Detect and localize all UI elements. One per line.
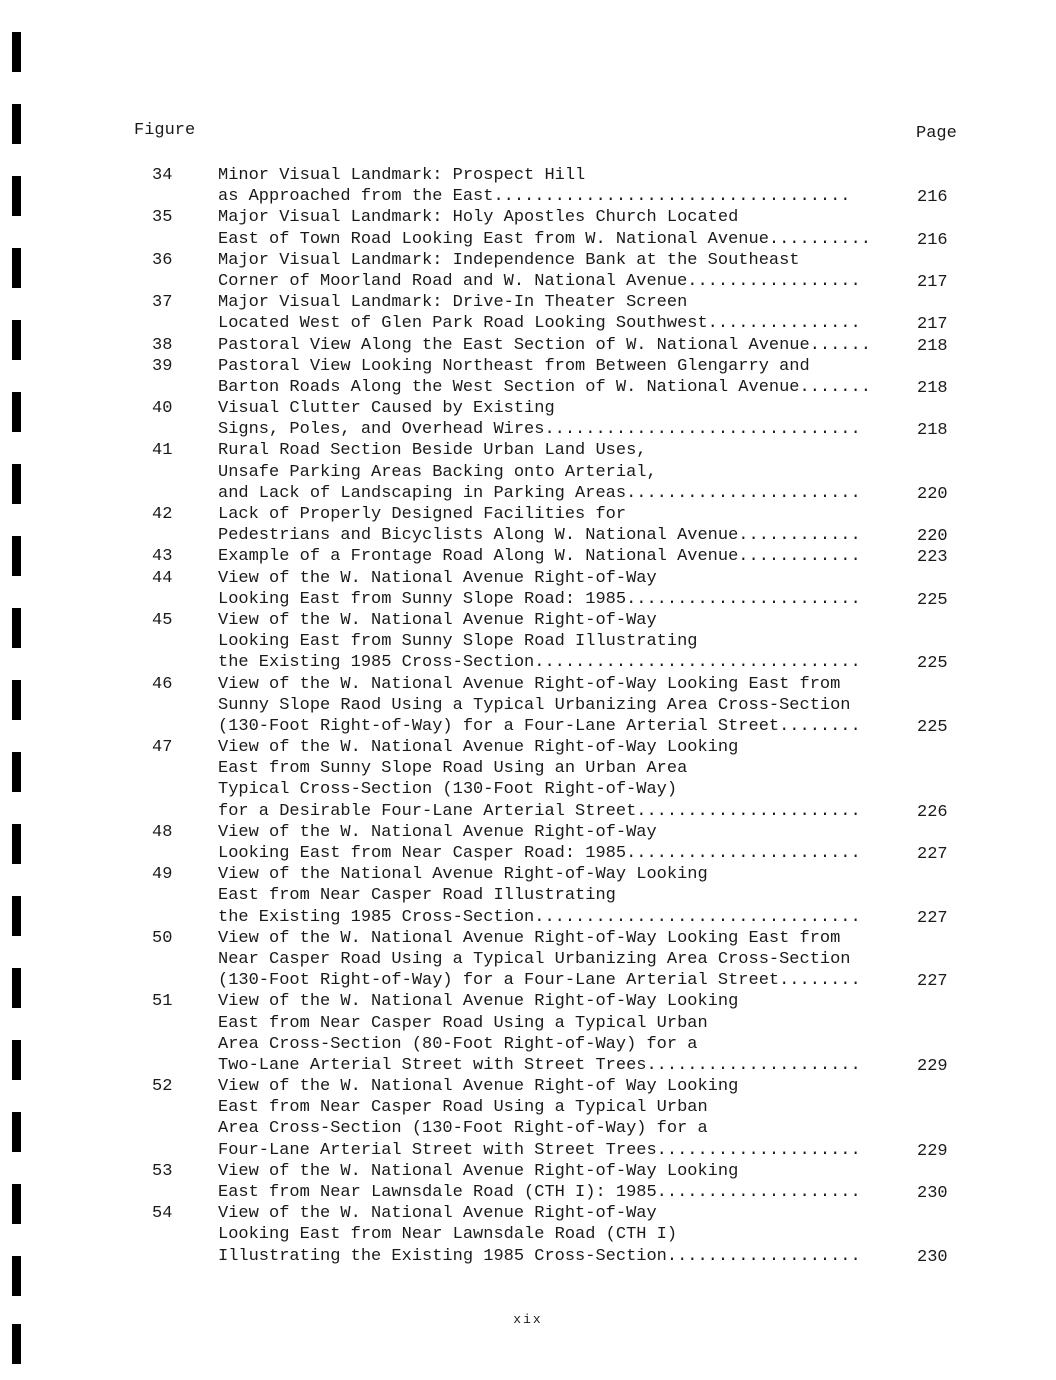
figure-caption-line: Pedestrians and Bicyclists Along W. National Avenue............ bbox=[218, 526, 861, 546]
figure-caption-line: View of the W. National Avenue Right-of-Way Looking bbox=[218, 992, 739, 1012]
page-reference: 217 bbox=[917, 315, 948, 335]
entry-line bbox=[0, 568, 1056, 589]
figure-number: 38 bbox=[152, 335, 173, 355]
entry-line bbox=[0, 1140, 1056, 1161]
figure-caption-line: Corner of Moorland Road and W. National Avenue................. bbox=[218, 271, 861, 291]
entry-line bbox=[0, 186, 1056, 207]
figure-number: 54 bbox=[152, 1204, 173, 1224]
entry-line bbox=[0, 970, 1056, 991]
figure-caption-line: Example of a Frontage Road Along W. National Avenue............ bbox=[218, 547, 861, 567]
entry-line bbox=[0, 377, 1056, 398]
entry-line bbox=[0, 758, 1056, 779]
figure-number: 45 bbox=[152, 610, 173, 630]
figure-caption-line: the Existing 1985 Cross-Section................................ bbox=[218, 907, 861, 927]
entry-line bbox=[0, 313, 1056, 334]
entry-line bbox=[0, 885, 1056, 906]
entry-line bbox=[0, 1034, 1056, 1055]
figure-number: 40 bbox=[152, 399, 173, 419]
figure-caption-line: (130-Foot Right-of-Way) for a Four-Lane Arterial Street........ bbox=[218, 716, 861, 736]
figure-caption-line: View of the W. National Avenue Right-of-Way Looking East from bbox=[218, 928, 841, 948]
figure-caption-line: (130-Foot Right-of-Way) for a Four-Lane Arterial Street........ bbox=[218, 971, 861, 991]
entry-line bbox=[0, 907, 1056, 928]
entry-line bbox=[0, 1118, 1056, 1139]
entry-line bbox=[0, 1097, 1056, 1118]
entry-line bbox=[0, 356, 1056, 377]
figure-caption-line: Major Visual Landmark: Independence Bank at the Southeast bbox=[218, 250, 800, 270]
figure-entry bbox=[0, 1076, 1056, 1161]
figure-caption-line: for a Desirable Four-Lane Arterial Street...................... bbox=[218, 801, 861, 821]
entry-line bbox=[0, 610, 1056, 631]
entry-line bbox=[0, 1203, 1056, 1224]
page-reference: 227 bbox=[917, 845, 948, 864]
figure-caption-line: as Approached from the East................................... bbox=[218, 187, 851, 207]
entry-line bbox=[0, 1055, 1056, 1076]
entry-line bbox=[0, 419, 1056, 440]
entry-line bbox=[0, 165, 1056, 186]
figure-caption-line: Typical Cross-Section (130-Foot Right-of-Way) bbox=[218, 780, 678, 800]
figure-caption-line: Barton Roads Along the West Section of W. National Avenue....... bbox=[218, 377, 871, 397]
entry-line bbox=[0, 801, 1056, 822]
entry-line bbox=[0, 589, 1056, 610]
page-reference: 229 bbox=[917, 1141, 948, 1161]
figure-caption-line: Illustrating the Existing 1985 Cross-Section................... bbox=[218, 1246, 861, 1266]
entry-line bbox=[0, 716, 1056, 737]
page-reference: 225 bbox=[917, 654, 948, 674]
page-reference: 218 bbox=[917, 336, 948, 356]
figure-entry bbox=[0, 822, 1056, 864]
figure-caption-line: Area Cross-Section (130-Foot Right-of-Way) for a bbox=[218, 1119, 708, 1139]
entry-line bbox=[0, 695, 1056, 716]
figure-number: 42 bbox=[152, 505, 173, 524]
figure-caption-line: East from Near Lawnsdale Road (CTH I): 1985.................... bbox=[218, 1183, 861, 1202]
entry-line bbox=[0, 822, 1056, 843]
figure-number: 53 bbox=[152, 1161, 173, 1181]
figure-caption-line: Minor Visual Landmark: Prospect Hill bbox=[218, 166, 586, 185]
figure-entry bbox=[0, 864, 1056, 928]
entry-line bbox=[0, 1246, 1056, 1267]
figure-caption-line: Major Visual Landmark: Holy Apostles Church Located bbox=[218, 208, 739, 228]
page-reference: 229 bbox=[917, 1056, 948, 1076]
entry-line bbox=[0, 525, 1056, 546]
figure-caption-line: Pastoral View Along the East Section of W. National Avenue...... bbox=[218, 335, 871, 355]
page-reference: 218 bbox=[917, 378, 948, 398]
figure-entry bbox=[0, 568, 1056, 610]
entry-line bbox=[0, 250, 1056, 271]
entry-line bbox=[0, 483, 1056, 504]
figure-caption-line: East from Sunny Slope Road Using an Urban Area bbox=[218, 759, 688, 779]
figure-caption-line: View of the W. National Avenue Right-of-Way bbox=[218, 610, 657, 630]
figure-list bbox=[0, 165, 1056, 1267]
figure-entry bbox=[0, 207, 1056, 249]
binding-mark bbox=[12, 32, 21, 72]
figure-caption-line: View of the W. National Avenue Right-of-Way bbox=[218, 1204, 657, 1224]
entry-line bbox=[0, 631, 1056, 652]
binding-mark bbox=[12, 104, 21, 144]
page-reference: 230 bbox=[917, 1247, 948, 1267]
entry-line bbox=[0, 1013, 1056, 1034]
figure-caption-line: East from Near Casper Road Using a Typical Urban bbox=[218, 1098, 708, 1118]
figure-caption-line: Sunny Slope Raod Using a Typical Urbanizing Area Cross-Section bbox=[218, 695, 851, 715]
entry-line bbox=[0, 991, 1056, 1012]
figure-number: 34 bbox=[152, 166, 173, 185]
figure-caption-line: Rural Road Section Beside Urban Land Uses, bbox=[218, 441, 647, 461]
figure-caption-line: Four-Lane Arterial Street with Street Trees.................... bbox=[218, 1140, 861, 1160]
figure-entry bbox=[0, 546, 1056, 567]
entry-line bbox=[0, 843, 1056, 864]
figure-caption-line: East from Near Casper Road Illustrating bbox=[218, 886, 616, 906]
entry-line bbox=[0, 271, 1056, 292]
figure-entry bbox=[0, 504, 1056, 546]
entry-line bbox=[0, 504, 1056, 525]
page-number: xix bbox=[513, 1312, 543, 1327]
page-reference: 230 bbox=[917, 1184, 948, 1203]
figure-entry bbox=[0, 674, 1056, 738]
figure-entry bbox=[0, 398, 1056, 440]
figure-entry bbox=[0, 610, 1056, 674]
page-reference: 216 bbox=[917, 230, 948, 250]
figure-entry bbox=[0, 250, 1056, 292]
entry-line bbox=[0, 674, 1056, 695]
page-reference: 226 bbox=[917, 802, 948, 822]
page-reference: 223 bbox=[917, 548, 948, 568]
figure-number: 39 bbox=[152, 356, 173, 376]
entry-line bbox=[0, 928, 1056, 949]
figure-caption-line: Unsafe Parking Areas Backing onto Arterial, bbox=[218, 462, 657, 482]
figure-number: 50 bbox=[152, 928, 173, 948]
figure-number: 47 bbox=[152, 738, 173, 758]
figure-caption-line: Looking East from Near Lawnsdale Road (CTH I) bbox=[218, 1225, 678, 1245]
figure-caption-line: View of the W. National Avenue Right-of-Way Looking bbox=[218, 738, 739, 758]
figure-caption-line: View of the W. National Avenue Right-of-Way bbox=[218, 568, 657, 588]
entry-line bbox=[0, 440, 1056, 461]
entry-line bbox=[0, 1076, 1056, 1097]
page-column-header: Page bbox=[916, 124, 957, 143]
page-reference: 218 bbox=[917, 421, 948, 441]
figure-caption-line: View of the National Avenue Right-of-Way Looking bbox=[218, 865, 708, 885]
page-reference: 220 bbox=[917, 484, 948, 504]
figure-entry bbox=[0, 335, 1056, 356]
entry-line bbox=[0, 737, 1056, 758]
entry-line bbox=[0, 229, 1056, 250]
figure-number: 37 bbox=[152, 293, 173, 313]
figure-number: 36 bbox=[152, 250, 173, 270]
figure-entry bbox=[0, 356, 1056, 398]
page-reference: 220 bbox=[917, 527, 948, 547]
figure-number: 44 bbox=[152, 568, 173, 588]
entry-line bbox=[0, 398, 1056, 419]
entry-line bbox=[0, 335, 1056, 356]
figure-entry bbox=[0, 991, 1056, 1076]
figure-number: 46 bbox=[152, 674, 173, 694]
figure-caption-line: Looking East from Near Casper Road: 1985....................... bbox=[218, 844, 861, 863]
figure-caption-line: Looking East from Sunny Slope Road Illustrating bbox=[218, 632, 698, 652]
figure-caption-line: Visual Clutter Caused by Existing bbox=[218, 399, 555, 419]
figure-caption-line: Signs, Poles, and Overhead Wires............................... bbox=[218, 420, 861, 440]
figure-caption-line: View of the W. National Avenue Right-of-Way Looking East from bbox=[218, 674, 841, 694]
figure-entry bbox=[0, 1161, 1056, 1203]
figure-caption-line: Two-Lane Arterial Street with Street Trees..................... bbox=[218, 1055, 861, 1075]
entry-line bbox=[0, 949, 1056, 970]
figure-entry bbox=[0, 440, 1056, 504]
figure-caption-line: View of the W. National Avenue Right-of Way Looking bbox=[218, 1077, 739, 1097]
figure-entry bbox=[0, 1203, 1056, 1267]
figure-number: 51 bbox=[152, 992, 173, 1012]
figure-caption-line: Major Visual Landmark: Drive-In Theater Screen bbox=[218, 293, 688, 313]
entry-line bbox=[0, 779, 1056, 800]
figure-caption-line: Looking East from Sunny Slope Road: 1985....................... bbox=[218, 589, 861, 609]
figure-number: 43 bbox=[152, 547, 173, 567]
figure-caption-line: Area Cross-Section (80-Foot Right-of-Way) for a bbox=[218, 1034, 698, 1054]
figure-caption-line: East of Town Road Looking East from W. National Avenue.......... bbox=[218, 229, 871, 249]
entry-line bbox=[0, 207, 1056, 228]
figure-caption-line: View of the W. National Avenue Right-of-Way Looking bbox=[218, 1161, 739, 1181]
figure-caption-line: and Lack of Landscaping in Parking Areas....................... bbox=[218, 483, 861, 503]
figure-caption-line: Near Casper Road Using a Typical Urbanizing Area Cross-Section bbox=[218, 949, 851, 969]
binding-mark bbox=[12, 1324, 21, 1364]
entry-line bbox=[0, 546, 1056, 567]
figure-entry bbox=[0, 292, 1056, 334]
figure-number: 35 bbox=[152, 208, 173, 228]
figure-column-header: Figure bbox=[134, 121, 196, 140]
figure-caption-line: View of the W. National Avenue Right-of-Way bbox=[218, 822, 657, 842]
figure-caption-line: East from Near Casper Road Using a Typical Urban bbox=[218, 1013, 708, 1033]
figure-number: 49 bbox=[152, 865, 173, 885]
figure-caption-line: the Existing 1985 Cross-Section................................ bbox=[218, 653, 861, 673]
entry-line bbox=[0, 1224, 1056, 1245]
figure-entry bbox=[0, 165, 1056, 207]
page-reference: 225 bbox=[917, 717, 948, 737]
entry-line bbox=[0, 1161, 1056, 1182]
page-reference: 217 bbox=[917, 272, 948, 292]
page-reference: 227 bbox=[917, 972, 948, 992]
entry-line bbox=[0, 292, 1056, 313]
entry-line bbox=[0, 1182, 1056, 1203]
figure-caption-line: Located West of Glen Park Road Looking Southwest............... bbox=[218, 314, 861, 334]
entry-line bbox=[0, 462, 1056, 483]
figure-number: 41 bbox=[152, 441, 173, 461]
entry-line bbox=[0, 864, 1056, 885]
page-reference: 216 bbox=[917, 188, 948, 208]
figure-caption-line: Pastoral View Looking Northeast from Between Glengarry and bbox=[218, 356, 810, 376]
page-reference: 225 bbox=[917, 590, 948, 610]
entry-line bbox=[0, 652, 1056, 673]
figure-caption-line: Lack of Properly Designed Facilities for bbox=[218, 505, 627, 524]
figure-number: 52 bbox=[152, 1077, 173, 1097]
figure-entry bbox=[0, 928, 1056, 992]
page-reference: 227 bbox=[917, 908, 948, 928]
figure-number: 48 bbox=[152, 822, 173, 842]
figure-entry bbox=[0, 737, 1056, 822]
